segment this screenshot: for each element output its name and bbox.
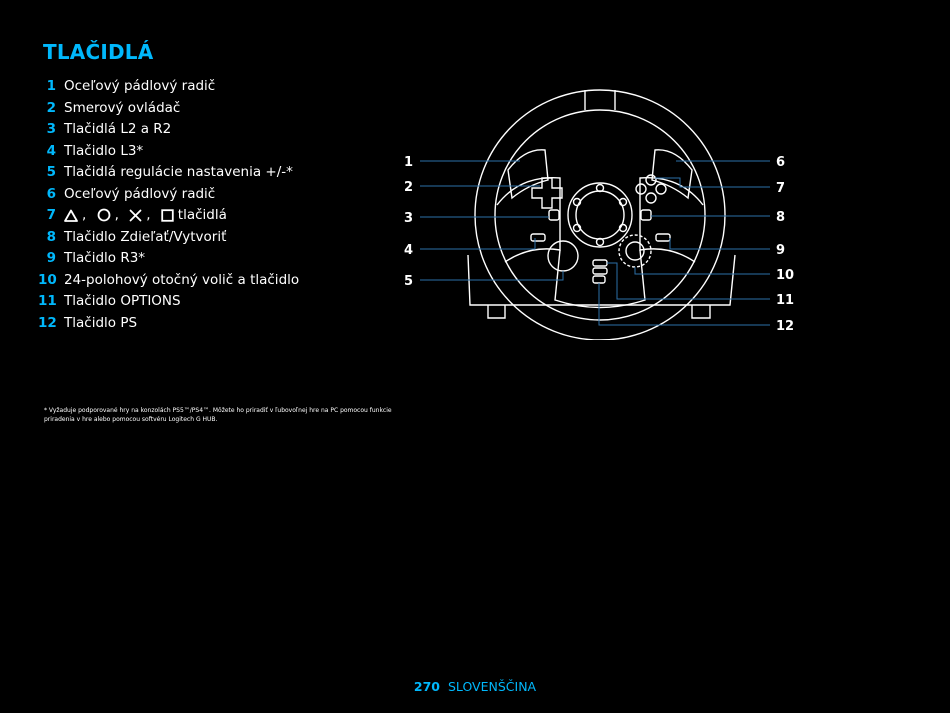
- callout-2: 2: [404, 180, 414, 195]
- footer-language: SLOVENŠČINA: [447, 679, 537, 694]
- list-item: [38, 227, 299, 249]
- list-item: [38, 248, 299, 270]
- item-label: Oceľový pádlový radič: [64, 185, 216, 202]
- list-item: [38, 98, 299, 120]
- page-number: 270: [413, 679, 440, 694]
- callout-8: 8: [776, 210, 786, 225]
- share-button: [656, 234, 670, 241]
- list-item: [38, 141, 299, 163]
- leader-lines: [420, 161, 770, 325]
- wheel-rim: [475, 90, 725, 340]
- callout-11: 11: [776, 293, 795, 308]
- callout-6: 6: [776, 155, 786, 170]
- item-label: Tlačidlá regulácie nastavenia +/-*: [64, 164, 293, 180]
- item-number: 10: [38, 271, 57, 288]
- item-label: Tlačidlá L2 a R2: [64, 121, 172, 137]
- r2-button: [641, 210, 651, 220]
- list-item: [38, 291, 299, 313]
- item-label: Oceľový pádlový radič: [64, 78, 216, 94]
- item-number: 6: [46, 185, 56, 202]
- item-number: 11: [38, 293, 57, 309]
- left-paddle: [508, 150, 548, 198]
- face-button-glyphs: , , ,: [64, 205, 178, 227]
- ps-button: [593, 276, 605, 283]
- callout-12: 12: [776, 319, 795, 334]
- item-number: 1: [46, 78, 56, 94]
- list-item: [38, 119, 299, 141]
- item-label: Tlačidlo OPTIONS: [64, 293, 181, 309]
- cross-icon: [129, 209, 142, 222]
- circle-icon: [97, 208, 111, 222]
- item-label: Tlačidlo L3*: [64, 142, 144, 159]
- center-hub: [576, 191, 624, 239]
- list-item: [38, 184, 299, 206]
- item-number: 8: [46, 228, 56, 245]
- item-number: 5: [46, 164, 56, 180]
- item-number: 7: [46, 207, 56, 223]
- face-button-circle: [656, 184, 666, 194]
- item-label: Tlačidlo Zdieľať/Vytvoriť: [64, 228, 227, 245]
- l2-button: [549, 210, 559, 220]
- hub-ring: [568, 183, 632, 247]
- callout-9: 9: [776, 243, 786, 258]
- footnote: * Vyžaduje podporované hry na konzolách PS5™/PS4™. Môžete ho priradiť v ľubovoľnej hre na PC pomocou funkcie priradenia v hre alebo pomocou softvéru Logitech G HUB.: [44, 407, 392, 423]
- dpad: [532, 178, 562, 208]
- triangle-icon: [64, 209, 78, 222]
- rotary-selector: [619, 235, 651, 267]
- item-label: tlačidlá: [177, 207, 227, 223]
- callout-3: 3: [404, 211, 414, 226]
- item-label: Smerový ovládač: [64, 99, 181, 116]
- list-item: [38, 313, 299, 335]
- item-number: 4: [46, 142, 56, 159]
- right-paddle: [652, 150, 692, 198]
- face-button-square: [636, 184, 646, 194]
- item-label: Tlačidlo PS: [64, 314, 138, 331]
- steering-wheel-diagram: [395, 80, 805, 340]
- options-button: [593, 260, 607, 266]
- list-item: [38, 270, 299, 292]
- page-title: TLAČIDLÁ: [43, 40, 154, 64]
- item-number: 2: [46, 99, 56, 116]
- item-label: 24-polohový otočný volič a tlačidlo: [64, 271, 300, 288]
- l3-dial: [548, 241, 578, 271]
- face-button-cross: [646, 193, 656, 203]
- item-label: Tlačidlo R3*: [64, 250, 146, 266]
- list-item: [38, 205, 299, 227]
- button-list: [38, 76, 299, 334]
- item-number: 9: [46, 250, 56, 266]
- list-item: [38, 162, 299, 184]
- square-icon: [161, 209, 174, 222]
- item-number: 12: [38, 314, 57, 331]
- callout-1: 1: [404, 155, 414, 170]
- callout-7: 7: [776, 181, 786, 196]
- plus-minus-buttons: [531, 234, 545, 241]
- item-number: 3: [46, 121, 56, 137]
- callout-4: 4: [404, 243, 414, 258]
- page-footer: [0, 679, 950, 694]
- callout-5: 5: [404, 274, 414, 289]
- list-item: [38, 76, 299, 98]
- callout-10: 10: [776, 268, 795, 283]
